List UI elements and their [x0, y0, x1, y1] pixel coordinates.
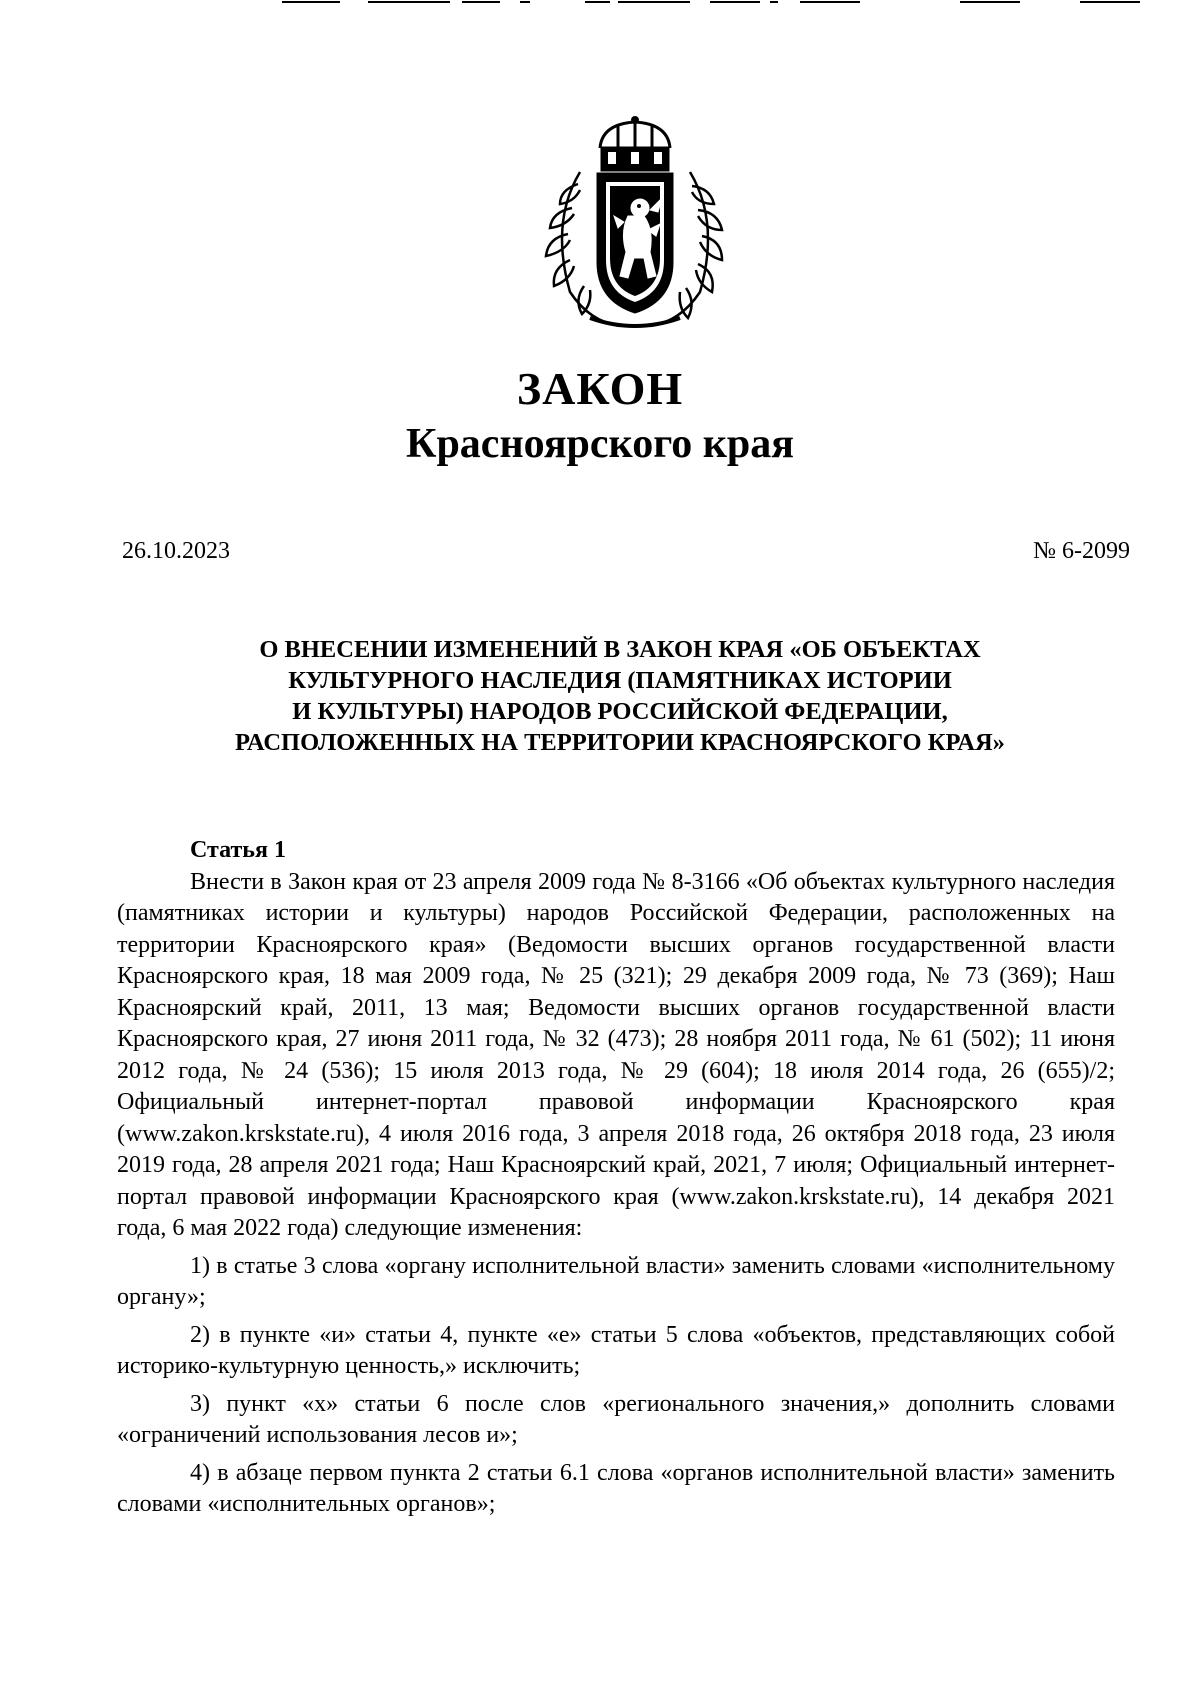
- article-paragraph: Внести в Закон края от 23 апреля 2009 года № 8-3166 «Об объектах культурного наследия (памятниках истории и культуры) народов Российской Федерации, расположенных на территории Красноярского края» (Ведомости высших органов государственной власти Красноярского края, 18 мая 2009 года, № 25 (321); 29 декабря 2009 года, № 73 (369); Наш Красноярский край, 2011, 13 мая; Ведомости высших органов государственной власти Красноярского края, 27 июня 2011 года, № 32 (473); 28 ноября 2011 года, № 61 (502); 11 июня 2012 года, № 24 (536); 15 июля 2013 года, № 29 (604); 18 июля 2014 года, 26 (655)/2; Официальный интернет-портал правовой информации Красноярского края (www.zakon.krskstate.ru), 4 июля 2016 года, 3 апреля 2018 года, 26 октября 2018 года, 23 июля 2019 года, 28 апреля 2021 года; Наш Красноярский край, 2021, 7 июля; Официальный интернет-портал правовой информации Красноярского края (www.zakon.krskstate.ru), 14 декабря 2021 года, 6 мая 2022 года) следующие изменения:: [117, 868, 1115, 1241]
- document-subtitle: Красноярского края: [405, 421, 795, 467]
- coat-of-arms-icon: [540, 112, 730, 334]
- article-paragraph: 1) в статье 3 слова «органу исполнительной власти» заменить словами «исполнительному органу»;: [117, 1252, 1115, 1310]
- document-date: 26.10.2023: [122, 538, 230, 564]
- law-heading-line: О ВНЕСЕНИИ ИЗМЕНЕНИЙ В ЗАКОН КРАЯ «ОБ ОБЪЕКТАХ: [259, 636, 981, 663]
- article-title: Статья 1: [190, 837, 286, 863]
- document-number: № 6-2099: [1033, 538, 1130, 564]
- article-paragraph: 3) пункт «х» статьи 6 после слов «регионального значения,» дополнить словами «ограничений использования лесов и»;: [117, 1390, 1115, 1448]
- law-heading-line: КУЛЬТУРНОГО НАСЛЕДИЯ (ПАМЯТНИКАХ ИСТОРИИ: [288, 667, 952, 694]
- law-heading-line: РАСПОЛОЖЕННЫХ НА ТЕРРИТОРИИ КРАСНОЯРСКОГО КРАЯ»: [235, 729, 1005, 756]
- law-heading: [130, 634, 1110, 758]
- article-paragraph: 2) в пункте «и» статьи 4, пункте «е» статьи 5 слова «объектов, представляющих собой историко-культурную ценность,» исключить;: [117, 1321, 1115, 1379]
- law-heading-line: И КУЛЬТУРЫ) НАРОДОВ РОССИЙСКОЙ ФЕДЕРАЦИИ,: [292, 698, 948, 725]
- article-1: [117, 835, 1115, 1521]
- document-title: ЗАКОН: [516, 363, 684, 414]
- article-paragraph: 4) в абзаце первом пункта 2 статьи 6.1 слова «органов исполнительной власти» заменить словами «исполнительных органов»;: [117, 1459, 1115, 1517]
- scan-edge-marks: [0, 0, 1200, 12]
